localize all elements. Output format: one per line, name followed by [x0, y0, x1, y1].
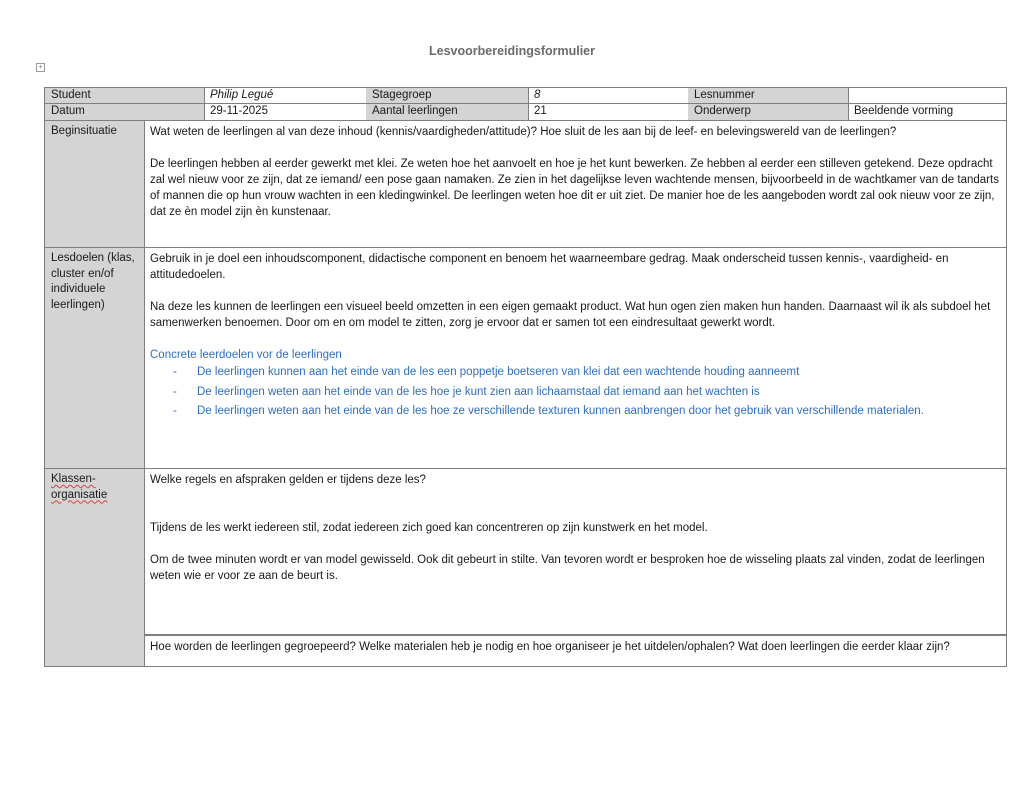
- beginsituatie-content[interactable]: [144, 121, 1007, 248]
- lesdoelen-row: [44, 248, 1007, 469]
- concrete-goal-text: De leerlingen weten aan het einde van de les hoe ze verschillende texturen kunnen aanbrengen door het gebruik van verschillende materialen.: [197, 405, 924, 417]
- header-row-2: [44, 104, 1007, 121]
- stagegroep-label: Stagegroep: [366, 87, 529, 104]
- bullet-dash: -: [173, 405, 177, 417]
- aantal-leerlingen-value[interactable]: 21: [528, 104, 689, 121]
- onderwerp-value[interactable]: Beeldende vorming: [848, 104, 1007, 121]
- lesdoelen-answer: Na deze les kunnen de leerlingen een visueel beeld omzetten in een eigen gemaakt product. Wat hun ogen zien maken hun handen. Daarnaast wil ik als subdoel het samenwerken benoemen. Door om en om model te zitten, zorg je ervoor dat er samen tot een eindresultaat gewerkt wordt.: [150, 301, 991, 329]
- klassenorganisatie-grouping-content[interactable]: [144, 635, 1007, 667]
- document-title: Lesvoorbereidingsformulier: [428, 44, 595, 58]
- lesdoelen-question: Gebruik in je doel een inhoudscomponent, didactische component en benoem het waarneembare gedrag. Maak onderscheid tussen kennis-, vaardigheid- en attitudedoelen.: [150, 253, 949, 281]
- aantal-leerlingen-label: Aantal leerlingen: [366, 104, 529, 121]
- grouping-question: Hoe worden de leerlingen gegroepeerd? Welke materialen heb je nodig en hoe organiseer je het uitdelen/ophalen? Wat doen leerlingen die eerder klaar zijn?: [150, 641, 950, 653]
- datum-value[interactable]: 29-11-2025: [204, 104, 367, 121]
- concrete-goal-text: De leerlingen weten aan het einde van de les hoe je kunt zien aan lichaamstaal dat iemand aan het wachten is: [197, 385, 760, 398]
- rules-answer-2: Om de twee minuten wordt er van model gewisseld. Ook dit gebeurt in stilte. Van tevoren wordt er besproken hoe de wisseling plaats zal vinden, zodat de leerlingen weten wie er voor ze aan de beurt is.: [150, 554, 985, 582]
- concrete-goal-item: [150, 363, 1000, 383]
- move-table-icon[interactable]: +: [36, 63, 45, 72]
- rules-answer-1: Tijdens de les werkt iedereen stil, zodat iedereen zich goed kan concentreren op zijn kunstwerk en het model.: [150, 522, 708, 534]
- student-label: Student: [44, 87, 205, 104]
- lesnummer-label: Lesnummer: [688, 87, 849, 104]
- header-row-1: [44, 87, 1007, 104]
- onderwerp-label: Onderwerp: [688, 104, 849, 121]
- concrete-goals-heading: Concrete leerdoelen vor de leerlingen: [150, 349, 342, 361]
- concrete-goal-text: De leerlingen kunnen aan het einde van de les een poppetje boetseren van klei dat een wachtende houding aanneemt: [197, 366, 800, 378]
- concrete-goal-item: [150, 383, 1000, 403]
- rules-question: Welke regels en afspraken gelden er tijdens deze les?: [150, 474, 426, 486]
- student-value[interactable]: Philip Legué: [204, 87, 367, 104]
- beginsituatie-label: Beginsituatie: [44, 121, 145, 248]
- klassenorganisatie-label-line1: Klassen-: [51, 473, 96, 485]
- bullet-dash: -: [173, 366, 177, 378]
- beginsituatie-row: [44, 121, 1007, 248]
- beginsituatie-answer: De leerlingen hebben al eerder gewerkt met klei. Ze weten hoe het aanvoelt en hoe je het kunt bewerken. Ze hebben al eerder een stilleven getekend. Deze opdracht zal wel nieuw voor ze zijn, dat ze iemand/ een pose gaan namaken. Ze zien in het dagelijkse leven wachtende mensen, bijvoorbeeld in de wachtkamer van de tandarts of mannen die op hun vrouw wachten in een kledingwinkel. De leerlingen weten hoe dit er uit ziet. De manier hoe de les aangeboden wordt zal ook nieuw voor ze zijn, dat ze èn model zijn èn kunstenaar.: [150, 158, 999, 218]
- klassenorganisatie-label-line2: organisatie: [51, 488, 108, 501]
- concrete-goal-item: [150, 402, 1000, 422]
- klassenorganisatie-label: [44, 469, 145, 667]
- klassenorganisatie-rules-content[interactable]: [144, 469, 1007, 635]
- klassenorganisatie-row: [44, 469, 1007, 667]
- lesdoelen-content[interactable]: [144, 248, 1007, 469]
- concrete-goals-list: [150, 363, 1000, 422]
- datum-label: Datum: [44, 104, 205, 121]
- beginsituatie-question: Wat weten de leerlingen al van deze inhoud (kennis/vaardigheden/attitude)? Hoe sluit de les aan bij de leef- en belevingswereld van de leerlingen?: [150, 126, 897, 138]
- lesnummer-value[interactable]: [848, 87, 1007, 104]
- stagegroep-value[interactable]: 8: [528, 87, 689, 104]
- bullet-dash: -: [173, 385, 177, 398]
- lesdoelen-label: Lesdoelen (klas, cluster en/of individuele leerlingen): [44, 248, 145, 469]
